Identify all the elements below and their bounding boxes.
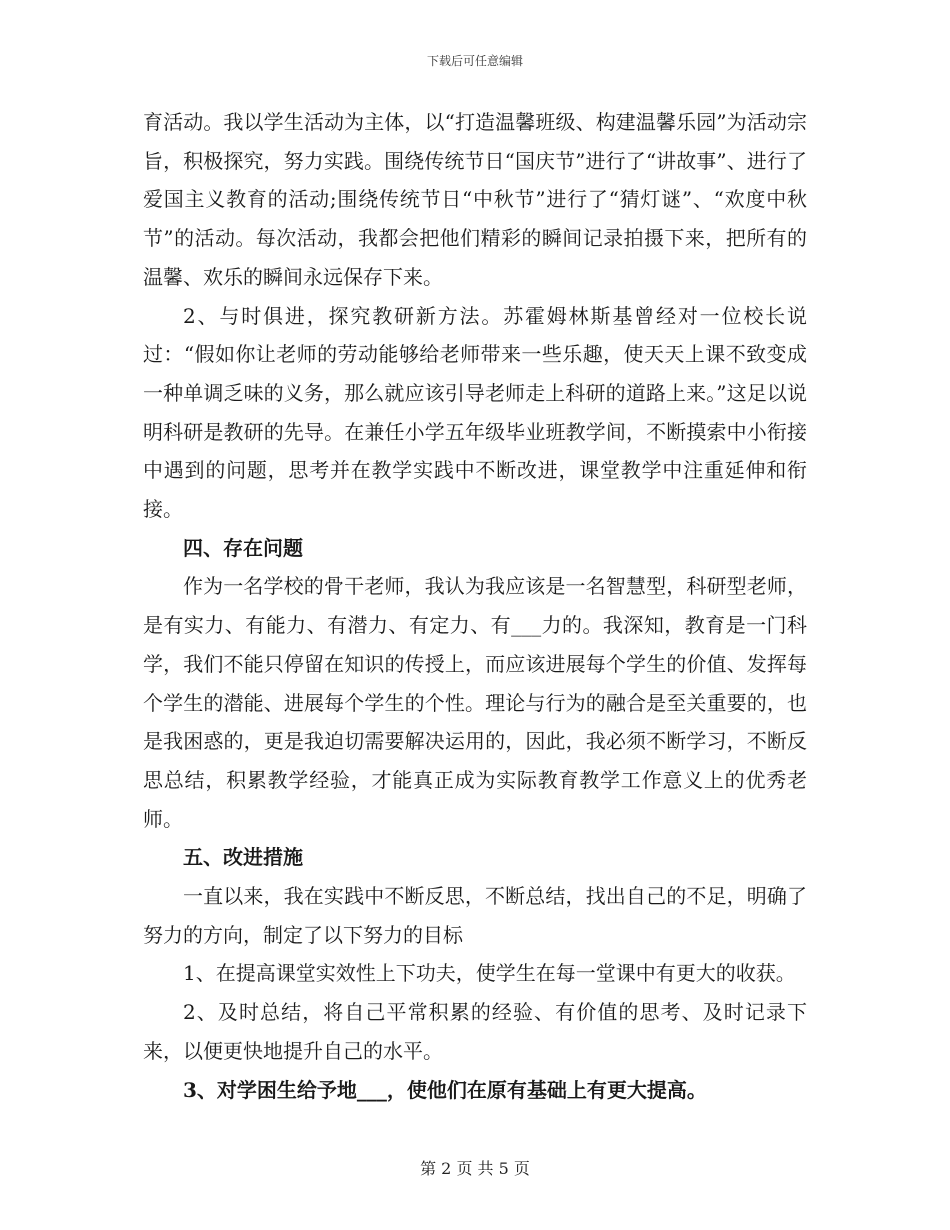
paragraph-problems: 作为一名学校的骨干老师，我认为我应该是一名智慧型，科研型老师，是有实力、有能力、有潜力、有定力、有___力的。我深知，教育是一门科学，我们不能只停留在知识的传授上，而应该进展每个学生的价值、发挥每个学生的潜能、进展每个学生的个性。理论与行为的融合是至关重要的，也是我困惑的，更是我迫切需要解决运用的，因此，我必须不断学习，不断反思总结，积累教学经验，才能真正成为实际教育教学工作意义上的优秀老师。	[143, 574, 807, 831]
page-number: 第 2 页 共 5 页	[420, 1159, 530, 1178]
document-body	[143, 103, 807, 1109]
section-heading-problems: 四、存在问题	[183, 535, 303, 560]
section-heading-improvements: 五、改进措施	[183, 845, 303, 870]
paragraph-research: 2、与时俱进，探究教研新方法。苏霍姆林斯基曾经对一位校长说过：“假如你让老师的劳动能够给老师带来一些乐趣，使天天上课不致变成一种单调乏味的义务，那么就应该引导老师走上科研的道路上来。”这足以说明科研是教研的先导。在兼任小学五年级毕业班教学间，不断摸索中小衔接中遇到的问题，思考并在教学实践中不断改进，课堂教学中注重延伸和衔接。	[143, 303, 807, 522]
list-item-goal-1: 1、在提高课堂实效性上下功夫，使学生在每一堂课中有更大的收获。	[183, 961, 796, 986]
page-header: 下载后可任意编辑	[426, 54, 523, 68]
paragraph-activities: 育活动。我以学生活动为主体，以“打造温馨班级、构建温馨乐园”为活动宗旨，积极探究，努力实践。围绕传统节日“国庆节”进行了“讲故事”、进行了爱国主义教育的活动;围绕传统节日“中秋节”进行了“猜灯谜”、“欢度中秋节”的活动。每次活动，我都会把他们精彩的瞬间记录拍摄下来，把所有的温馨、欢乐的瞬间永远保存下来。	[143, 110, 807, 289]
list-item-goal-3: 3、对学困生给予地___，使他们在原有基础上有更大提高。	[183, 1077, 707, 1102]
list-item-goal-2: 2、及时总结，将自己平常积累的经验、有价值的思考、及时记录下来，以便更快地提升自己的水平。	[143, 1000, 807, 1063]
paragraph-improvements-intro: 一直以来，我在实践中不断反思，不断总结，找出自己的不足，明确了努力的方向，制定了以下努力的目标	[143, 884, 807, 947]
